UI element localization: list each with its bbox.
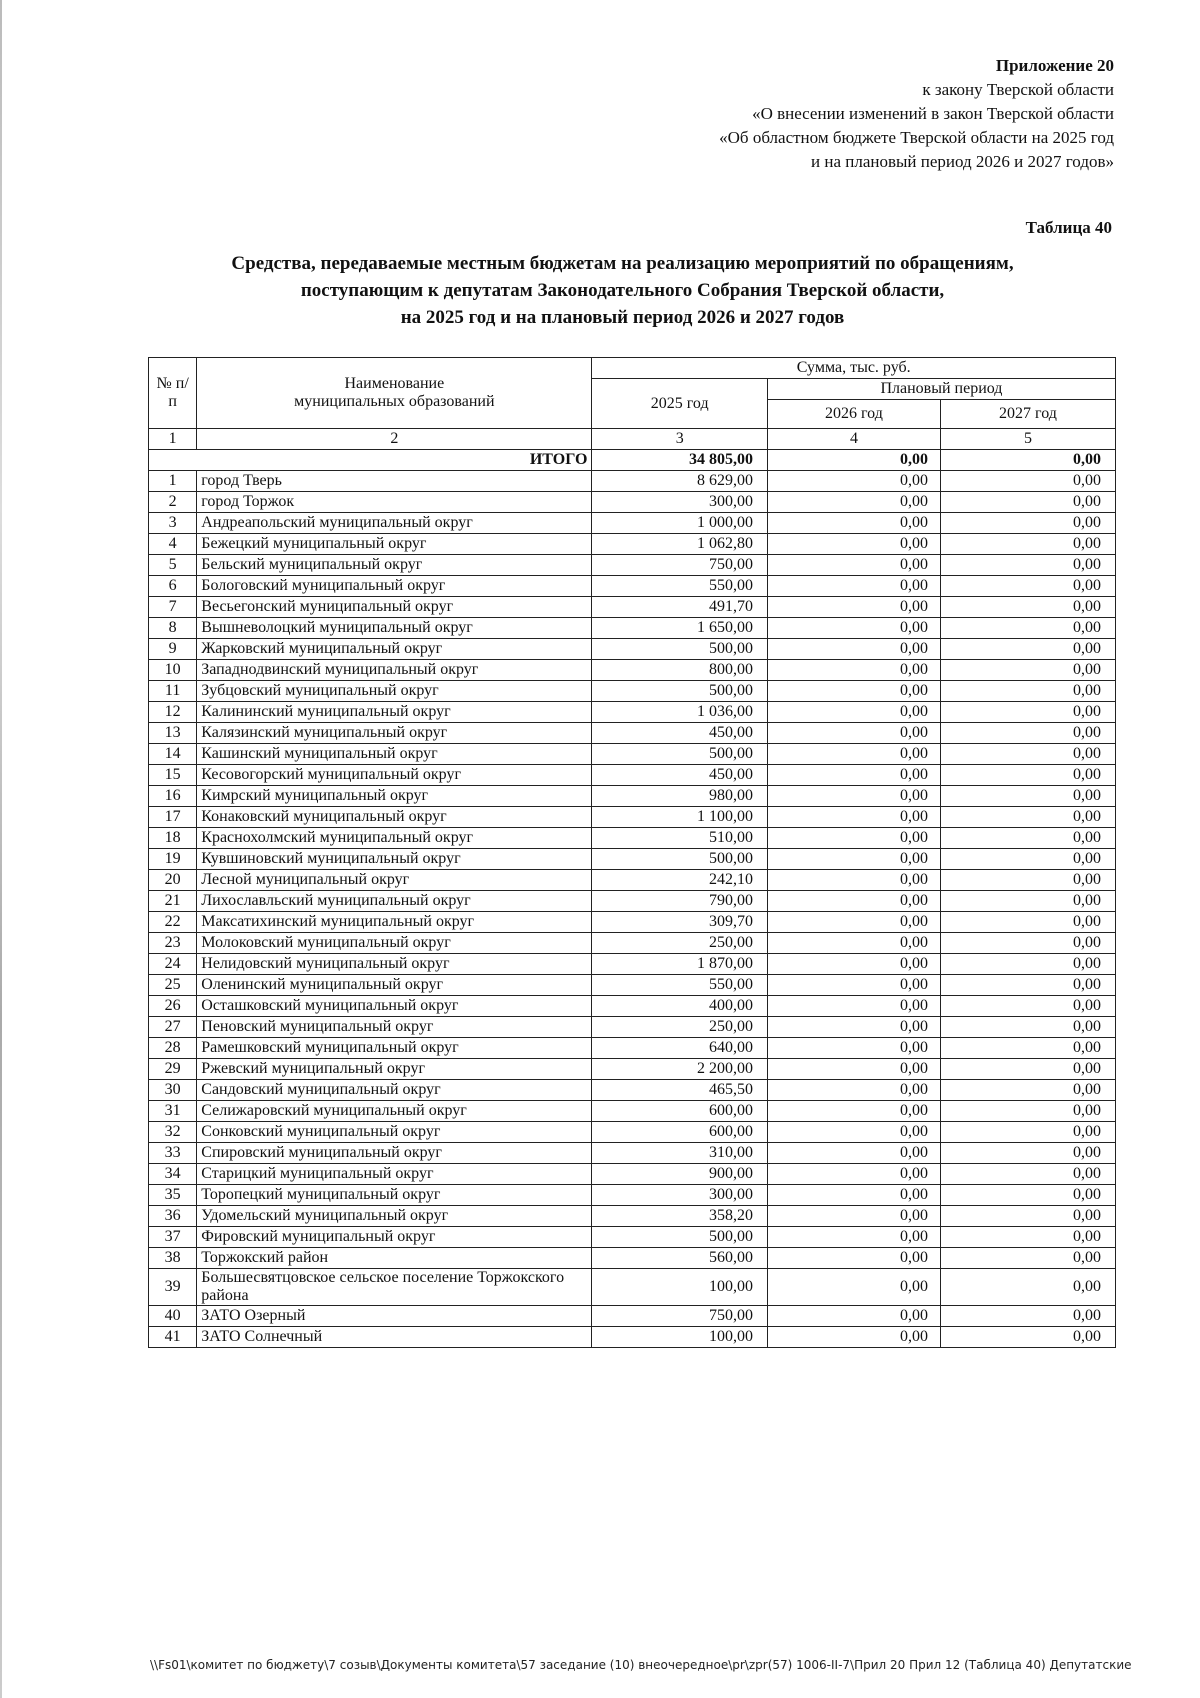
row-name: Сандовский муниципальный округ [197,1080,592,1101]
row-name: Торопецкий муниципальный округ [197,1185,592,1206]
table-row [149,954,1116,975]
row-value-2027: 0,00 [940,702,1115,723]
row-value-2025: 790,00 [592,891,768,912]
table-row [149,1206,1116,1227]
row-number: 14 [149,744,197,765]
row-name: Молоковский муниципальный округ [197,933,592,954]
row-name: Оленинский муниципальный округ [197,975,592,996]
row-name: Ржевский муниципальный округ [197,1059,592,1080]
total-2025: 34 805,00 [592,450,768,471]
row-value-2025: 465,50 [592,1080,768,1101]
table-row [149,513,1116,534]
row-value-2027: 0,00 [940,870,1115,891]
row-number: 3 [149,513,197,534]
table-row [149,723,1116,744]
appendix-line: «О внесении изменений в закон Тверской области [752,104,1114,123]
total-row [149,450,1116,471]
table-row [149,702,1116,723]
row-number: 25 [149,975,197,996]
row-value-2026: 0,00 [767,996,940,1017]
row-value-2027: 0,00 [940,912,1115,933]
row-number: 37 [149,1227,197,1248]
row-value-2026: 0,00 [767,639,940,660]
row-value-2027: 0,00 [940,471,1115,492]
table-row [149,597,1116,618]
row-name: Рамешковский муниципальный округ [197,1038,592,1059]
row-value-2027: 0,00 [940,1143,1115,1164]
row-value-2025: 510,00 [592,828,768,849]
table-row [149,555,1116,576]
table-row [149,492,1116,513]
header-sum: Сумма, тыс. руб. [592,358,1116,379]
row-name: Краснохолмский муниципальный округ [197,828,592,849]
row-name: Зубцовский муниципальный округ [197,681,592,702]
table-row [149,933,1116,954]
row-value-2026: 0,00 [767,723,940,744]
row-value-2026: 0,00 [767,471,940,492]
appendix-header [719,54,1114,174]
table-row [149,744,1116,765]
row-number: 15 [149,765,197,786]
row-number: 18 [149,828,197,849]
column-index: 1 [149,429,197,450]
row-number: 5 [149,555,197,576]
row-value-2025: 750,00 [592,1306,768,1327]
row-value-2026: 0,00 [767,807,940,828]
row-value-2025: 1 036,00 [592,702,768,723]
row-value-2025: 491,70 [592,597,768,618]
row-value-2027: 0,00 [940,513,1115,534]
row-name: Пеновский муниципальный округ [197,1017,592,1038]
row-name: Нелидовский муниципальный округ [197,954,592,975]
row-value-2025: 2 200,00 [592,1059,768,1080]
table-row [149,1143,1116,1164]
row-value-2025: 500,00 [592,639,768,660]
row-value-2026: 0,00 [767,681,940,702]
row-number: 40 [149,1306,197,1327]
row-value-2027: 0,00 [940,933,1115,954]
table-row [149,828,1116,849]
row-value-2026: 0,00 [767,1038,940,1059]
table-row [149,870,1116,891]
row-value-2027: 0,00 [940,1164,1115,1185]
row-value-2025: 1 100,00 [592,807,768,828]
row-value-2027: 0,00 [940,1059,1115,1080]
row-value-2025: 309,70 [592,912,768,933]
row-value-2026: 0,00 [767,870,940,891]
row-value-2025: 500,00 [592,744,768,765]
row-value-2027: 0,00 [940,597,1115,618]
appendix-title: Приложение 20 [995,56,1114,75]
table-row [149,618,1116,639]
row-value-2025: 550,00 [592,975,768,996]
row-value-2027: 0,00 [940,996,1115,1017]
row-number: 30 [149,1080,197,1101]
row-value-2027: 0,00 [940,1206,1115,1227]
row-value-2025: 900,00 [592,1164,768,1185]
row-name: ЗАТО Солнечный [197,1327,592,1348]
row-number: 33 [149,1143,197,1164]
row-number: 20 [149,870,197,891]
header-planned-period: Плановый период [767,379,1115,400]
row-value-2027: 0,00 [940,1327,1115,1348]
table-row [149,576,1116,597]
row-number: 27 [149,1017,197,1038]
total-2027: 0,00 [940,450,1115,471]
budget-table [148,357,1116,1348]
row-value-2025: 600,00 [592,1122,768,1143]
row-value-2027: 0,00 [940,1227,1115,1248]
row-value-2027: 0,00 [940,1185,1115,1206]
row-value-2026: 0,00 [767,1059,940,1080]
row-number: 35 [149,1185,197,1206]
row-name: Селижаровский муниципальный округ [197,1101,592,1122]
row-value-2027: 0,00 [940,975,1115,996]
row-name: Бельский муниципальный округ [197,555,592,576]
row-value-2026: 0,00 [767,492,940,513]
row-value-2025: 400,00 [592,996,768,1017]
row-value-2026: 0,00 [767,954,940,975]
row-name: Осташковский муниципальный округ [197,996,592,1017]
row-value-2027: 0,00 [940,891,1115,912]
row-value-2025: 100,00 [592,1269,768,1306]
row-value-2025: 800,00 [592,660,768,681]
row-value-2027: 0,00 [940,1038,1115,1059]
column-index: 4 [767,429,940,450]
row-number: 7 [149,597,197,618]
row-value-2025: 450,00 [592,723,768,744]
row-value-2027: 0,00 [940,786,1115,807]
row-value-2027: 0,00 [940,534,1115,555]
row-number: 34 [149,1164,197,1185]
table-row [149,471,1116,492]
table-row [149,1038,1116,1059]
row-number: 23 [149,933,197,954]
row-value-2026: 0,00 [767,534,940,555]
row-value-2025: 980,00 [592,786,768,807]
row-number: 41 [149,1327,197,1348]
row-value-2027: 0,00 [940,1248,1115,1269]
row-value-2027: 0,00 [940,744,1115,765]
row-value-2027: 0,00 [940,618,1115,639]
header-number: № п/п [149,358,197,429]
row-value-2026: 0,00 [767,597,940,618]
header-name-line: Наименование [344,375,445,392]
table-row [149,1059,1116,1080]
row-value-2027: 0,00 [940,1101,1115,1122]
row-name: Кесовогорский муниципальный округ [197,765,592,786]
row-value-2027: 0,00 [940,828,1115,849]
appendix-line: «Об областном бюджете Тверской области на 2025 год [719,128,1114,147]
row-value-2027: 0,00 [940,1017,1115,1038]
row-name: Конаковский муниципальный округ [197,807,592,828]
row-value-2026: 0,00 [767,1143,940,1164]
row-value-2025: 250,00 [592,933,768,954]
row-value-2027: 0,00 [940,849,1115,870]
row-name: Торжокский район [197,1248,592,1269]
row-name: Андреапольский муниципальный округ [197,513,592,534]
file-path-footer: \\Fs01\комитет по бюджету\7 созыв\Документы комитета\57 заседание (10) внеочередное\pr\zpr(57) 1006-II-7\Прил 20 Прил 12 (Таблица 40) Депутатские [150,1658,1132,1672]
table-row [149,1248,1116,1269]
header-year-2027: 2027 год [940,400,1115,429]
header-name-line: муниципальных образований [294,393,495,410]
row-value-2026: 0,00 [767,1269,940,1306]
total-2026: 0,00 [767,450,940,471]
table-row [149,1164,1116,1185]
row-value-2027: 0,00 [940,723,1115,744]
row-value-2025: 500,00 [592,681,768,702]
row-number: 4 [149,534,197,555]
row-value-2025: 560,00 [592,1248,768,1269]
row-value-2027: 0,00 [940,1080,1115,1101]
row-value-2026: 0,00 [767,1017,940,1038]
table-row [149,786,1116,807]
row-value-2026: 0,00 [767,891,940,912]
row-value-2025: 250,00 [592,1017,768,1038]
row-name: Бежецкий муниципальный округ [197,534,592,555]
row-value-2027: 0,00 [940,1269,1115,1306]
row-number: 17 [149,807,197,828]
row-value-2026: 0,00 [767,765,940,786]
scan-edge [0,0,2,1698]
row-name: Удомельский муниципальный округ [197,1206,592,1227]
row-name: Кашинский муниципальный округ [197,744,592,765]
header-year-2025: 2025 год [592,379,768,429]
table-row [149,1327,1116,1348]
row-number: 24 [149,954,197,975]
row-number: 13 [149,723,197,744]
table-row [149,660,1116,681]
row-number: 10 [149,660,197,681]
row-value-2026: 0,00 [767,1101,940,1122]
appendix-line: к закону Тверской области [922,80,1114,99]
table-row [149,1017,1116,1038]
row-name: Сонковский муниципальный округ [197,1122,592,1143]
row-name: город Торжок [197,492,592,513]
row-value-2026: 0,00 [767,1306,940,1327]
row-value-2027: 0,00 [940,954,1115,975]
row-value-2025: 500,00 [592,849,768,870]
row-number: 29 [149,1059,197,1080]
row-value-2025: 1 062,80 [592,534,768,555]
title-line: Средства, передаваемые местным бюджетам на реализацию мероприятий по обращениям, [231,253,1014,274]
appendix-line: и на плановый период 2026 и 2027 годов» [811,152,1114,171]
row-value-2026: 0,00 [767,975,940,996]
table-row [149,765,1116,786]
header-name [197,358,592,429]
row-value-2025: 8 629,00 [592,471,768,492]
row-value-2027: 0,00 [940,660,1115,681]
row-value-2025: 1 870,00 [592,954,768,975]
table-row [149,1101,1116,1122]
table-row [149,1080,1116,1101]
table-row [149,639,1116,660]
row-name: Калининский муниципальный округ [197,702,592,723]
row-value-2027: 0,00 [940,765,1115,786]
row-value-2025: 1 000,00 [592,513,768,534]
row-number: 39 [149,1269,197,1306]
row-value-2025: 550,00 [592,576,768,597]
row-name: Вышневолоцкий муниципальный округ [197,618,592,639]
table-row [149,1122,1116,1143]
row-number: 36 [149,1206,197,1227]
row-name: Большесвятцовское сельское поселение Торжокского района [197,1269,592,1306]
row-name: Бологовский муниципальный округ [197,576,592,597]
row-name: город Тверь [197,471,592,492]
table-row [149,849,1116,870]
document-title [150,250,1095,331]
row-value-2025: 310,00 [592,1143,768,1164]
table-row [149,807,1116,828]
row-value-2026: 0,00 [767,618,940,639]
row-value-2026: 0,00 [767,933,940,954]
table-number: Таблица 40 [1025,218,1112,237]
row-number: 8 [149,618,197,639]
row-number: 11 [149,681,197,702]
row-value-2027: 0,00 [940,492,1115,513]
row-value-2026: 0,00 [767,786,940,807]
row-number: 19 [149,849,197,870]
row-name: ЗАТО Озерный [197,1306,592,1327]
row-number: 2 [149,492,197,513]
row-value-2026: 0,00 [767,1327,940,1348]
row-value-2025: 600,00 [592,1101,768,1122]
row-value-2027: 0,00 [940,555,1115,576]
row-number: 32 [149,1122,197,1143]
header-year-2026: 2026 год [767,400,940,429]
row-name: Старицкий муниципальный округ [197,1164,592,1185]
table-row [149,975,1116,996]
table-row [149,1185,1116,1206]
title-line: поступающим к депутатам Законодательного Собрания Тверской области, [300,280,945,301]
row-value-2026: 0,00 [767,1164,940,1185]
row-value-2026: 0,00 [767,1227,940,1248]
table-row [149,1227,1116,1248]
row-value-2027: 0,00 [940,639,1115,660]
row-name: Фировский муниципальный округ [197,1227,592,1248]
row-number: 38 [149,1248,197,1269]
row-value-2026: 0,00 [767,1185,940,1206]
row-value-2027: 0,00 [940,681,1115,702]
column-index: 5 [940,429,1115,450]
column-index: 3 [592,429,768,450]
row-name: Калязинский муниципальный округ [197,723,592,744]
row-value-2026: 0,00 [767,513,940,534]
row-number: 1 [149,471,197,492]
row-number: 31 [149,1101,197,1122]
row-value-2026: 0,00 [767,555,940,576]
row-value-2025: 300,00 [592,1185,768,1206]
row-name: Весьегонский муниципальный округ [197,597,592,618]
row-value-2025: 500,00 [592,1227,768,1248]
row-name: Максатихинский муниципальный округ [197,912,592,933]
total-label: ИТОГО [149,450,592,471]
row-value-2026: 0,00 [767,1248,940,1269]
row-value-2027: 0,00 [940,807,1115,828]
row-value-2026: 0,00 [767,744,940,765]
row-name: Лесной муниципальный округ [197,870,592,891]
table-row [149,534,1116,555]
table-row [149,891,1116,912]
row-value-2026: 0,00 [767,702,940,723]
row-number: 12 [149,702,197,723]
row-value-2025: 640,00 [592,1038,768,1059]
row-value-2025: 300,00 [592,492,768,513]
row-value-2026: 0,00 [767,912,940,933]
column-index: 2 [197,429,592,450]
table-row [149,1269,1116,1306]
row-value-2026: 0,00 [767,828,940,849]
row-name: Кувшиновский муниципальный округ [197,849,592,870]
row-value-2025: 242,10 [592,870,768,891]
row-name: Жарковский муниципальный округ [197,639,592,660]
row-value-2026: 0,00 [767,1122,940,1143]
row-number: 16 [149,786,197,807]
row-value-2025: 450,00 [592,765,768,786]
row-number: 9 [149,639,197,660]
table-row [149,996,1116,1017]
table-header-row [149,358,1116,379]
row-value-2025: 750,00 [592,555,768,576]
row-value-2025: 1 650,00 [592,618,768,639]
row-value-2027: 0,00 [940,1122,1115,1143]
row-name: Спировский муниципальный округ [197,1143,592,1164]
table-row [149,912,1116,933]
row-name: Кимрский муниципальный округ [197,786,592,807]
row-value-2025: 100,00 [592,1327,768,1348]
column-index-row [149,429,1116,450]
table-row [149,1306,1116,1327]
row-name: Лихославльский муниципальный округ [197,891,592,912]
row-number: 22 [149,912,197,933]
row-number: 26 [149,996,197,1017]
row-value-2026: 0,00 [767,660,940,681]
table-row [149,681,1116,702]
row-number: 28 [149,1038,197,1059]
row-value-2026: 0,00 [767,849,940,870]
title-line: на 2025 год и на плановый период 2026 и 2027 годов [400,307,845,328]
row-value-2027: 0,00 [940,1306,1115,1327]
row-value-2027: 0,00 [940,576,1115,597]
row-number: 6 [149,576,197,597]
row-value-2026: 0,00 [767,1080,940,1101]
row-value-2025: 358,20 [592,1206,768,1227]
row-number: 21 [149,891,197,912]
row-value-2026: 0,00 [767,576,940,597]
row-value-2026: 0,00 [767,1206,940,1227]
row-name: Западнодвинский муниципальный округ [197,660,592,681]
